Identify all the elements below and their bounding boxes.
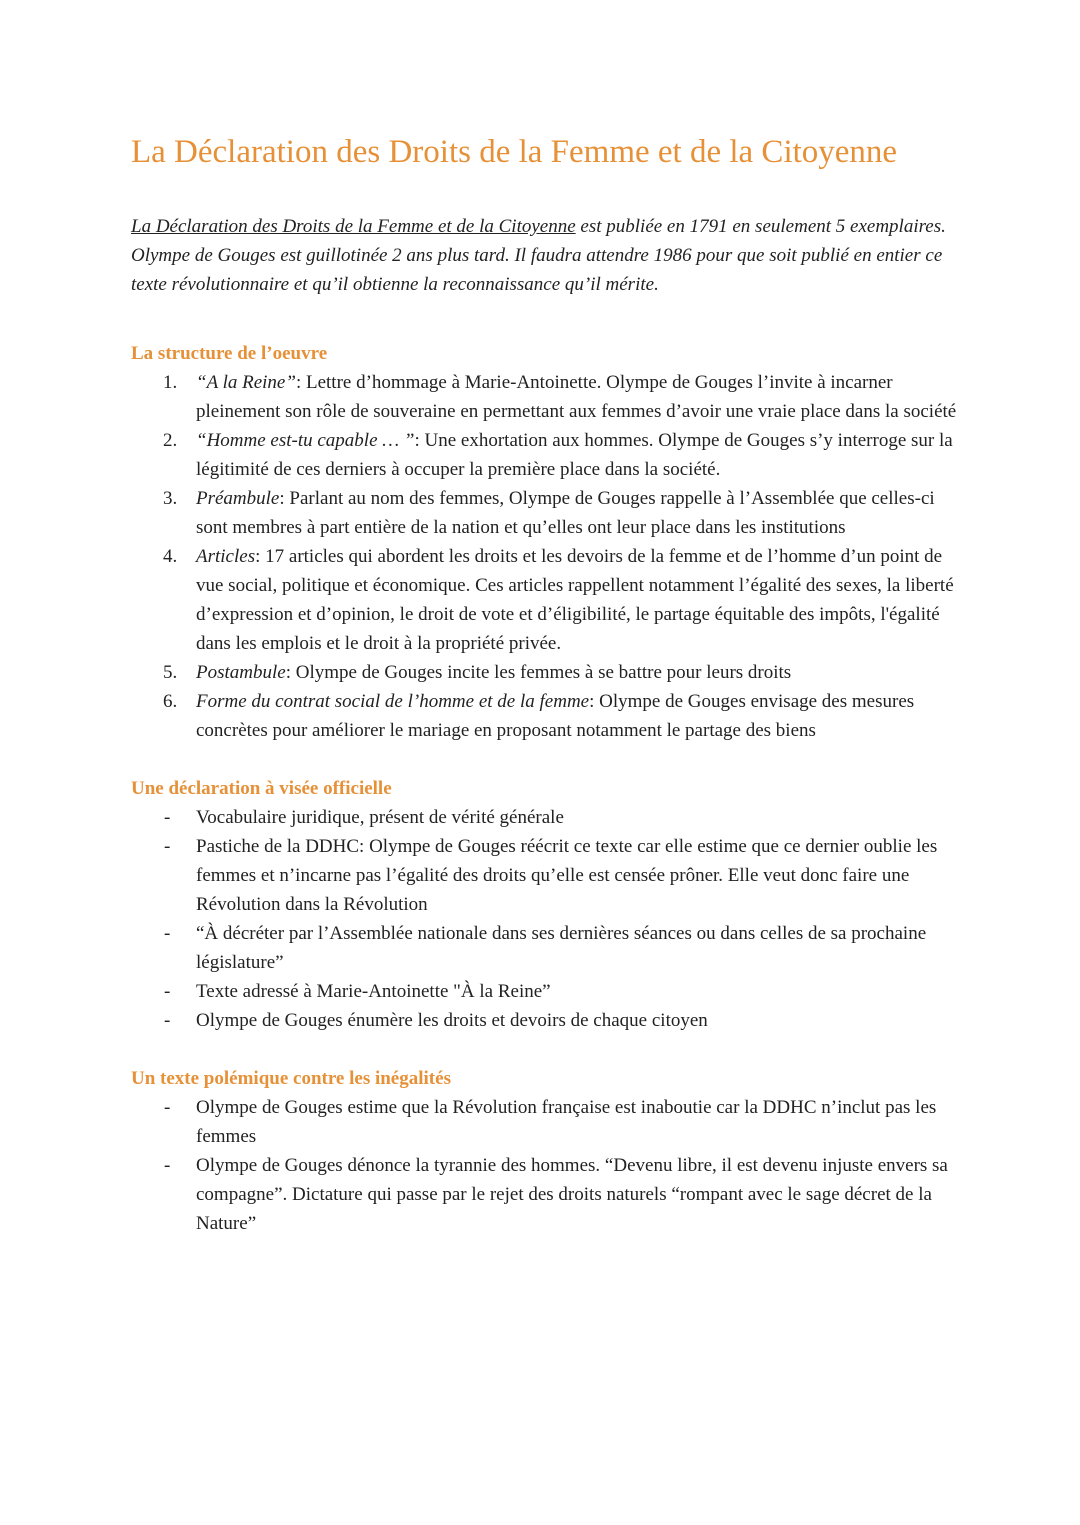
document-page — [131, 130, 961, 1267]
list-item — [131, 426, 961, 484]
list-item — [131, 542, 961, 658]
list-number: 4. — [163, 546, 178, 567]
list-item — [131, 1151, 961, 1238]
item-text: : Olympe de Gouges envisage des mesures concrètes pour améliorer le mariage en proposant notamment le partage des biens — [196, 691, 915, 741]
list-item — [131, 977, 961, 1006]
list-item — [131, 1006, 961, 1035]
item-label: Préambule — [196, 488, 280, 509]
list-item — [131, 484, 961, 542]
polemic-list — [131, 1093, 961, 1238]
structure-list — [131, 368, 961, 745]
official-list — [131, 803, 961, 1035]
section-structure — [131, 339, 961, 745]
item-text: Olympe de Gouges énumère les droits et devoirs de chaque citoyen — [196, 1010, 708, 1031]
intro-title-ref: La Déclaration des Droits de la Femme et de la Citoyenne — [131, 216, 576, 237]
section-heading: La structure de l’oeuvre — [131, 343, 328, 364]
bullet-dash: - — [164, 1097, 171, 1118]
bullet-dash: - — [164, 1010, 171, 1031]
section-polemic — [131, 1064, 961, 1238]
bullet-dash: - — [164, 981, 171, 1002]
item-label: Articles — [196, 546, 256, 567]
item-text: : Parlant au nom des femmes, Olympe de Gouges rappelle à l’Assemblée que celles-ci sont membres à part entière de la nation et qu’elles ont leur place dans les institutions — [196, 488, 935, 538]
item-text: : Olympe de Gouges incite les femmes à se battre pour leurs droits — [285, 662, 792, 683]
bullet-dash: - — [164, 836, 171, 857]
item-label: Forme du contrat social de l’homme et de la femme — [196, 691, 590, 712]
item-text: Vocabulaire juridique, présent de vérité générale — [196, 807, 564, 828]
item-text: : 17 articles qui abordent les droits et les devoirs de la femme et de l’homme d’un point de vue social, politique et économique. Ces articles rappellent notamment l’égalité des sexes, la liberté d’expression et d’opinion, le droit de vote et d’éligibilité, le partage équitable des impôts, l'égalité dans les emplois et le droit à la propriété privée. — [196, 546, 954, 654]
intro-paragraph — [131, 212, 961, 299]
list-number: 2. — [163, 430, 178, 451]
section-heading: Un texte polémique contre les inégalités — [131, 1068, 451, 1089]
list-item — [131, 832, 961, 919]
item-label: “Homme est-tu capable … ” — [196, 430, 415, 451]
section-official — [131, 774, 961, 1035]
list-number: 5. — [163, 662, 178, 683]
page-title: La Déclaration des Droits de la Femme et de la Citoyenne — [131, 134, 898, 170]
item-text: Olympe de Gouges estime que la Révolution française est inaboutie car la DDHC n’inclut pas les femmes — [196, 1097, 937, 1147]
item-text: : Lettre d’hommage à Marie-Antoinette. Olympe de Gouges l’invite à incarner pleinement son rôle de souveraine en permettant aux femmes d’avoir une vraie place dans la société — [196, 372, 957, 422]
list-item — [131, 658, 961, 687]
list-item — [131, 803, 961, 832]
list-item — [131, 687, 961, 745]
item-text: Olympe de Gouges dénonce la tyrannie des hommes. “Devenu libre, il est devenu injuste envers sa compagne”. Dictature qui passe par le rejet des droits naturels “rompant avec le sage décret de la Nature” — [196, 1155, 948, 1234]
bullet-dash: - — [164, 807, 171, 828]
list-item — [131, 919, 961, 977]
list-item — [131, 1093, 961, 1151]
item-text: : Une exhortation aux hommes. Olympe de Gouges s’y interroge sur la légitimité de ces derniers à occuper la première place dans la société. — [196, 430, 953, 480]
intro-text: est publiée en 1791 en seulement 5 exemplaires. Olympe de Gouges est guillotinée 2 ans plus tard. Il faudra attendre 1986 pour que soit publié en entier ce texte révolutionnaire et qu’il obtienne la reconnaissance qu’il mérite. — [131, 216, 946, 295]
bullet-dash: - — [164, 1155, 171, 1176]
item-label: “A la Reine” — [196, 372, 296, 393]
item-text: Texte adressé à Marie-Antoinette "À la Reine” — [196, 981, 551, 1002]
list-number: 6. — [163, 691, 178, 712]
section-heading: Une déclaration à visée officielle — [131, 778, 392, 799]
list-item — [131, 368, 961, 426]
item-label: Postambule — [196, 662, 286, 683]
bullet-dash: - — [164, 923, 171, 944]
list-number: 3. — [163, 488, 178, 509]
list-number: 1. — [163, 372, 178, 393]
item-text: Pastiche de la DDHC: Olympe de Gouges réécrit ce texte car elle estime que ce dernier oublie les femmes et n’incarne pas l’égalité des droits qu’elle est censée prôner. Elle veut donc faire une Révolution dans la Révolution — [196, 836, 938, 915]
item-text: “À décréter par l’Assemblée nationale dans ses dernières séances ou dans celles de sa prochaine législature” — [196, 923, 927, 973]
